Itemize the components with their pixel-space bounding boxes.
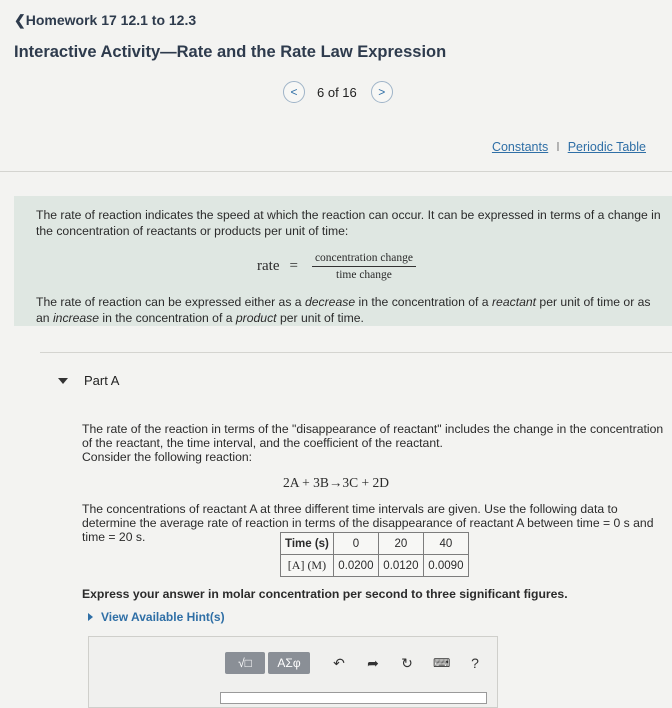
part-a-text: The rate of the reaction in terms of the "disappearance of reactant" includes the change in the concentration of the reactant, the time interval, and the coefficient of the reactant. (82, 422, 664, 450)
table-cell: 0.0200 (333, 555, 378, 577)
table-row (281, 533, 469, 555)
equation-equals: = (289, 258, 298, 274)
part-a-label: Part A (84, 373, 120, 388)
table-cell: 20 (378, 533, 423, 555)
resource-links (492, 140, 646, 154)
intro-paragraph: The rate of reaction indicates the speed at which the reaction can occur. It can be expressed in terms of a change in the concentration of reactants or products per unit of time: (36, 208, 661, 238)
part-a-description (82, 422, 667, 464)
next-item-button[interactable] (371, 81, 393, 103)
divider (40, 352, 672, 353)
intro-paragraph-2 (36, 294, 666, 326)
divider (0, 171, 672, 172)
undo-icon[interactable]: ↶ (333, 654, 345, 671)
answer-input[interactable] (220, 692, 487, 704)
hints-label: View Available Hint(s) (101, 610, 225, 624)
reset-icon[interactable]: ↻ (401, 654, 413, 671)
part-a-data-description: The concentrations of reactant A at three different time intervals are given. Use the following data to determine the average rate of reaction in terms of the disappearance of reactant A between time = 0 s and time = 20 s. (82, 502, 654, 544)
equation-fraction (312, 252, 416, 281)
expand-triangle-icon (88, 613, 93, 621)
item-counter: 6 of 16 (317, 84, 357, 100)
text-run-italic: product (235, 311, 277, 325)
previous-item-button[interactable] (283, 81, 305, 103)
text-run-italic: decrease (304, 295, 356, 309)
concentration-table (280, 532, 469, 577)
part-a-text: Consider the following reaction: (82, 450, 253, 464)
text-run: per unit of time. (276, 311, 364, 325)
periodic-table-link[interactable]: Periodic Table (567, 140, 646, 154)
equation-numerator: concentration change (312, 252, 416, 267)
page-title: Interactive Activity—Rate and the Rate Law Expression (14, 43, 447, 61)
back-to-assignment-link[interactable]: ❮Homework 17 12.1 to 12.3 (14, 12, 197, 28)
equation-denominator: time change (336, 269, 392, 281)
text-run: in the concentration of a (99, 311, 236, 325)
text-run-italic: increase (52, 311, 100, 325)
text-run: The rate of reaction can be expressed either as a (36, 295, 305, 309)
text-run-italic: reactant (491, 295, 537, 309)
table-cell: 0.0090 (423, 555, 468, 577)
table-cell: 40 (423, 533, 468, 555)
rate-equation (257, 252, 416, 281)
text-run: in the concentration of a (355, 295, 492, 309)
part-a-toggle[interactable] (58, 373, 119, 388)
table-row-header: [A] (M) (281, 555, 334, 577)
answer-instruction: Express your answer in molar concentration per second to three significant figures. (82, 587, 568, 601)
greek-symbols-button[interactable] (268, 652, 310, 674)
chevron-left-icon: < (290, 85, 298, 99)
math-toolbar (225, 652, 483, 674)
table-row (281, 555, 469, 577)
help-icon[interactable]: ? (471, 655, 479, 671)
link-separator: I (556, 140, 560, 154)
equation-lhs: rate (257, 258, 280, 274)
collapse-triangle-icon (58, 378, 68, 384)
table-cell: 0.0120 (378, 555, 423, 577)
keyboard-icon[interactable]: ⌨ (433, 656, 451, 670)
view-hints-link[interactable] (88, 610, 225, 624)
chevron-right-icon: > (378, 85, 386, 99)
templates-button[interactable] (225, 652, 265, 674)
constants-link[interactable]: Constants (491, 140, 549, 154)
table-row-header: Time (s) (281, 533, 334, 555)
assignment-title: Homework 17 12.1 to 12.3 (25, 12, 197, 28)
greek-symbols-icon: AΣφ (277, 656, 301, 670)
reaction-equation: 2A + 3B→3C + 2D (283, 475, 389, 490)
redo-icon[interactable]: ➦ (367, 654, 379, 671)
pager (283, 80, 393, 104)
text-run: per unit of time or as an (36, 295, 651, 325)
intro-panel (14, 196, 672, 326)
table-cell: 0 (333, 533, 378, 555)
sqrt-template-icon: √□ (238, 656, 252, 670)
